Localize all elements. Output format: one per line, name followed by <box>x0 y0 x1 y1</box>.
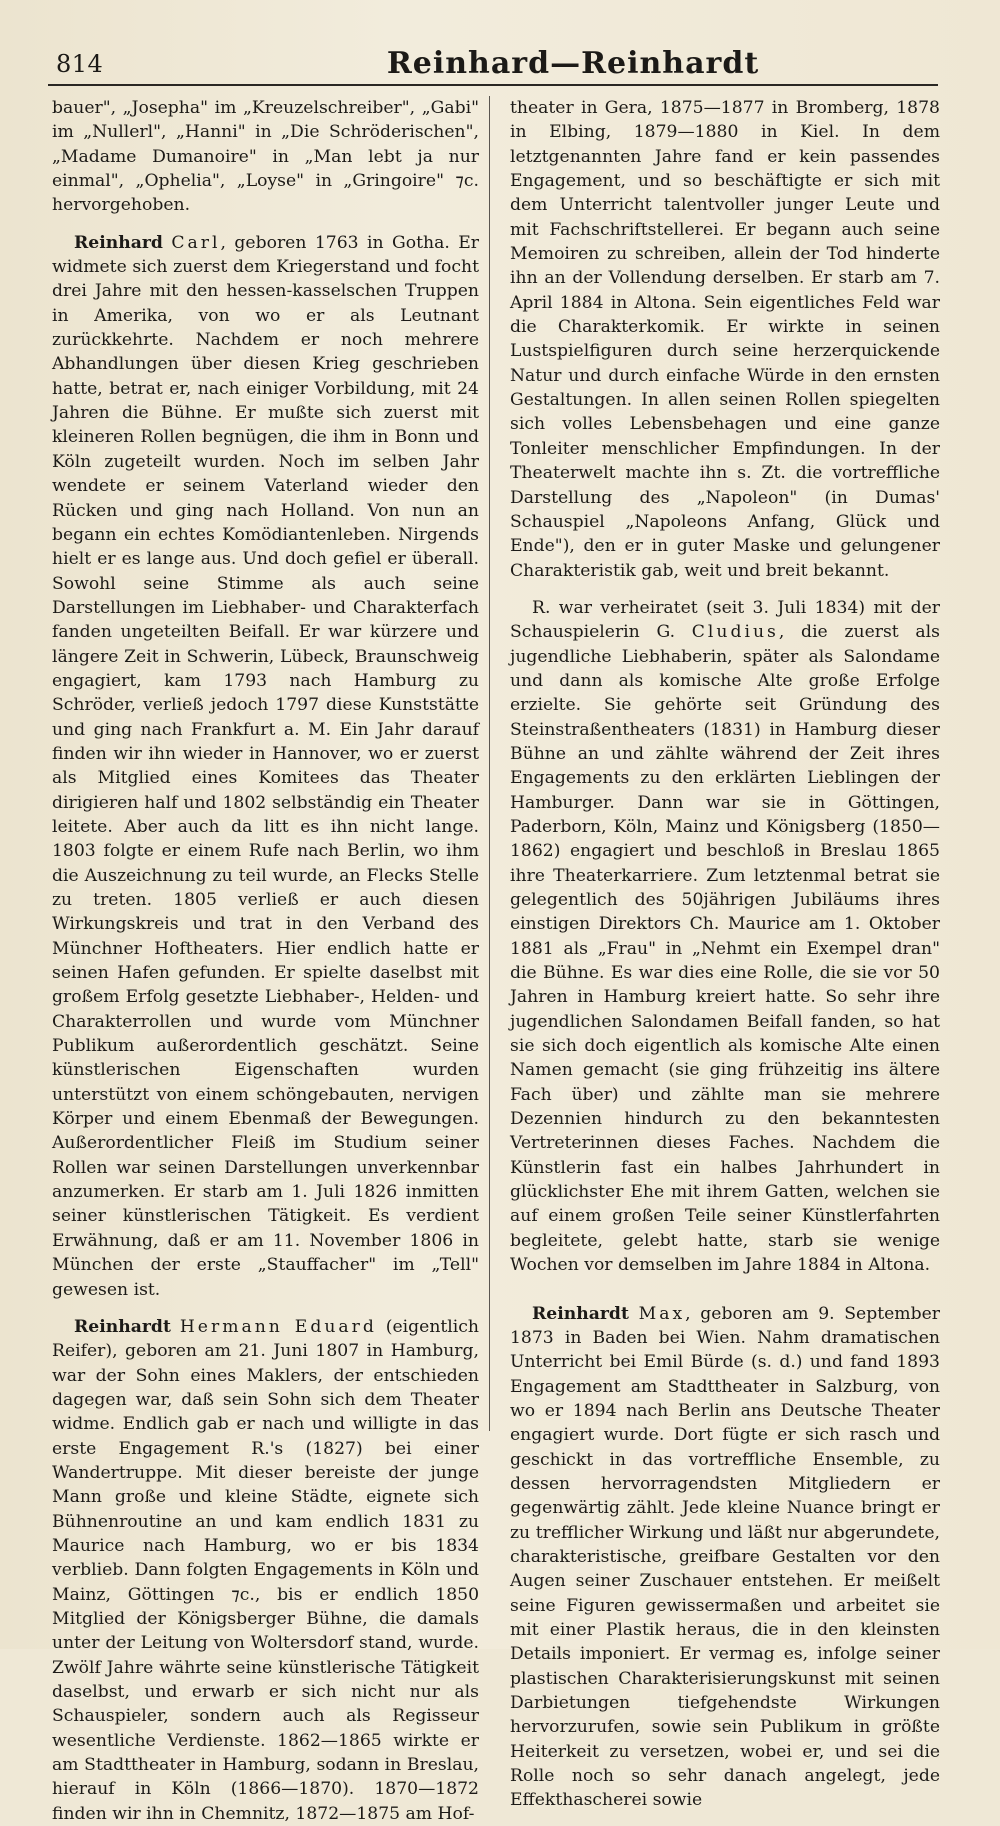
entry-reinhardt-hermann-eduard <box>52 1315 479 1826</box>
paragraph-lead: R. war verheiratet (seit 3. Juli 1834) mit der Schauspielerin G. <box>510 597 940 643</box>
entry-surname: Reinhardt <box>532 1303 629 1324</box>
entry-text: , geboren 1763 in Gotha. Er widmete sich zuerst dem Kriegerstand und focht drei Jahre mit den hessen-kasselschen Truppen in Amerika, von wo er als Leutnant zurückkehrte. Nachdem er noch mehrere Abhandlungen über diesen Krieg geschrieben hatte, betrat er, nach einiger Vorbildung, mit 24 Jahren die Bühne. Er mußte sich zuerst mit kleineren Rollen begnügen, die ihm in Bonn und Köln zugeteilt wurden. Noch im selben Jahr wendete er seinem Vaterland wieder den Rücken und ging nach Holland. Von nun an begann ein echtes Komödiantenleben. Nirgends hielt er es lange aus. Und doch gefiel er überall. Sowohl seine Stimme als auch seine Darstellungen im Liebhaber- und Charakterfach fanden ungeteilten Beifall. Er war kürzere und längere Zeit in Schwerin, Lübeck, Braunschweig engagiert, kam 1793 nach Hamburg zu Schröder, verließ jedoch 1797 diese Kunststätte und ging nach Frankfurt a. M. Ein Jahr darauf finden wir ihn wieder in Hannover, wo er zuerst als Mitglied eines Komitees das Theater dirigieren half und 1802 selbständig ein Theater leitete. Aber auch da litt es ihn nicht lange. 1803 folgte er einem Rufe nach Berlin, wo ihm die Auszeichnung zu teil wurde, an Flecks Stelle zu treten. 1805 verließ er auch diesen Wirkungskreis und trat in den Verband des Münchner Hoftheaters. Hier endlich hatte er seinen Hafen gefunden. Er spielte daselbst mit großem Erfolg gesetzte Liebhaber-, Helden- und Charakterrollen und wurde vom Münchner Publikum außerordentlich geschätzt. Seine künstlerischen Eigenschaften wurden unterstützt von einem schöngebauten, nervigen Körper und einem Ebenmaß der Bewegungen. Außerordentlicher Fleiß im Studium seiner Rollen war seinen Darstellungen unverkennbar anzumerken. Er starb am 1. Juli 1826 inmitten seiner künstlerischen Tätigkeit. Es verdient Erwähnung, daß er am 11. November 1806 in München der erste „Stauffacher" im „Tell" gewesen ist. <box>52 232 479 1300</box>
entry-given-name: Max <box>638 1303 686 1324</box>
entry-surname: Reinhard <box>74 232 163 253</box>
entry-given-name: Hermann Eduard <box>179 1316 377 1337</box>
page-number: 814 <box>56 50 104 78</box>
entry-text: (eigentlich Reifer), geboren am 21. Juni 1807 in Hamburg, war der Sohn eines Maklers, der entschieden dagegen war, daß sein Sohn sich dem Theater widme. Endlich gab er nach und willigte in das erste Engagement R.'s (1827) bei einer Wandertruppe. Mit dieser bereiste der junge Mann große und kleine Städte, eignete sich Bühnenroutine an und kam endlich 1831 zu Maurice nach Hamburg, wo er bis 1834 verblieb. Dann folgten Engagements in Köln und Mainz, Göttingen ⁊c., bis er endlich 1850 Mitglied der Königsberger Bühne, die damals unter der Leitung von Woltersdorf stand, wurde. Zwölf Jahre währte seine künstlerische Tätigkeit daselbst, und erwarb er sich nicht nur als Schauspieler, sondern auch als Regisseur wesentliche Verdienste. 1862—1865 wirkte er am Stadttheater in Hamburg, sodann in Breslau, hierauf in Köln (1866—1870). 1870—1872 finden wir ihn in Chemnitz, 1872—1875 am Hof- <box>52 1316 479 1824</box>
page-header <box>48 44 938 86</box>
entry-reinhard-carl <box>52 231 479 1302</box>
entry-text: , geboren am 9. September 1873 in Baden bei Wien. Nahm dramatischen Unterricht bei Emil Bürde (s. d.) und fand 1893 Engagement am Stadttheater in Salzburg, von wo er 1894 nach Berlin ans Deutsche Theater engagiert wurde. Dort fügte er sich rasch und geschickt in das vortreffliche Ensemble, zu dessen hervorragendsten Mitgliedern er gegenwärtig zählt. Jede kleine Nuance bringt er zu trefflicher Wirkung und läßt nur abgerundete, charakteristische, greifbare Gestalten vor den Augen seiner Zuschauer entstehen. Er meißelt seine Figuren gewissermaßen und arbeitet sie mit einer Plastik heraus, die in den kleinsten Details imponiert. Er vermag es, infolge seiner plastischen Charakterisierungskunst mit seinen Darbietungen tiefgehendste Wirkungen hervorzurufen, sowie sein Publikum in größte Heiterkeit zu versetzen, wobei er, und sei die Rolle noch so sehr danach angelegt, jede Effekthascherei sowie <box>510 1303 940 1811</box>
left-column <box>52 96 479 1824</box>
entry-surname: Reinhardt <box>74 1316 171 1337</box>
entry-given-name: Carl <box>171 232 221 253</box>
spaced-name: Cludius <box>691 622 779 643</box>
right-column <box>510 96 940 1811</box>
paragraph-marriage <box>510 596 940 1278</box>
continuation-paragraph: theater in Gera, 1875—1877 in Bromberg, 1878 in Elbing, 1879—1880 in Kiel. In dem letztgenannten Jahre fand er kein passendes Engagement, und so beschäftigte er sich mit dem Unterricht talentvoller junger Leute und mit Fachschriftstellerei. Er begann auch seine Memoiren zu schreiben, allein der Tod hinderte ihn an der Vollendung derselben. Er starb am 7. April 1884 in Altona. Sein eigentliches Feld war die Charakterkomik. Er wirkte in seinen Lustspielfiguren durch seine herzerquickende Natur und durch einfache Würde in den ernsten Gestaltungen. In allen seinen Rollen spiegelten sich volles Lebensbehagen und eine ganze Tonleiter menschlicher Empfindungen. In der Theaterwelt machte ihn s. Zt. die vortreffliche Darstellung des „Napoleon" (in Dumas' Schauspiel „Napoleons Anfang, Glück und Ende"), den er in guter Maske und gelungener Charakteristik gab, weit und breit bekannt. <box>510 98 940 581</box>
running-title: Reinhard—Reinhardt <box>386 46 760 81</box>
entry-reinhardt-max <box>510 1302 940 1813</box>
column-divider <box>489 96 490 1431</box>
continuation-paragraph: bauer", „Josepha" im „Kreuzelschreiber", „Gabi" im „Nullerl", „Hanni" in „Die Schröderischen", „Madame Dumanoire" in „Man lebt ja nur einmal", „Ophelia", „Loyse" in „Gringoire" ⁊c. hervorgehoben. <box>52 98 479 216</box>
paragraph-text: , die zuerst als jugendliche Liebhaberin, später als Salondame und dann als komische Alte große Erfolge erzielte. Sie gehörte seit Gründung des Steinstraßentheaters (1831) in Hamburg dieser Bühne an und zählte während der Zeit ihres Engagements zu den erklärten Lieblingen der Hamburger. Dann war sie in Göttingen, Paderborn, Köln, Mainz und Königsberg (1850—1862) engagiert und beschloß in Breslau 1865 ihre Theaterkarriere. Zum letztenmal betrat sie gelegentlich des 50jährigen Jubiläums ihres einstigen Direktors Ch. Maurice am 1. Oktober 1881 als „Frau" in „Nehmt ein Exempel dran" die Bühne. Es war dies eine Rolle, die sie vor 50 Jahren in Hamburg kreiert hatte. So sehr ihre jugendlichen Salondamen Beifall fanden, so hat sie sich doch eigentlich als komische Alte einen Namen gemacht (sie ging frühzeitig ins ältere Fach über) und zählte man sie mehrere Dezennien hindurch zu den bekanntesten Vertreterinnen dieses Faches. Nachdem die Künstlerin fast ein halbes Jahrhundert in glücklichster Ehe mit ihrem Gatten, welchen sie auf einem großen Teile seiner Künstlerfahrten begleitete, gelebt hatte, starb sie wenige Wochen vor demselben im Jahre 1884 in Altona. <box>510 622 940 1276</box>
